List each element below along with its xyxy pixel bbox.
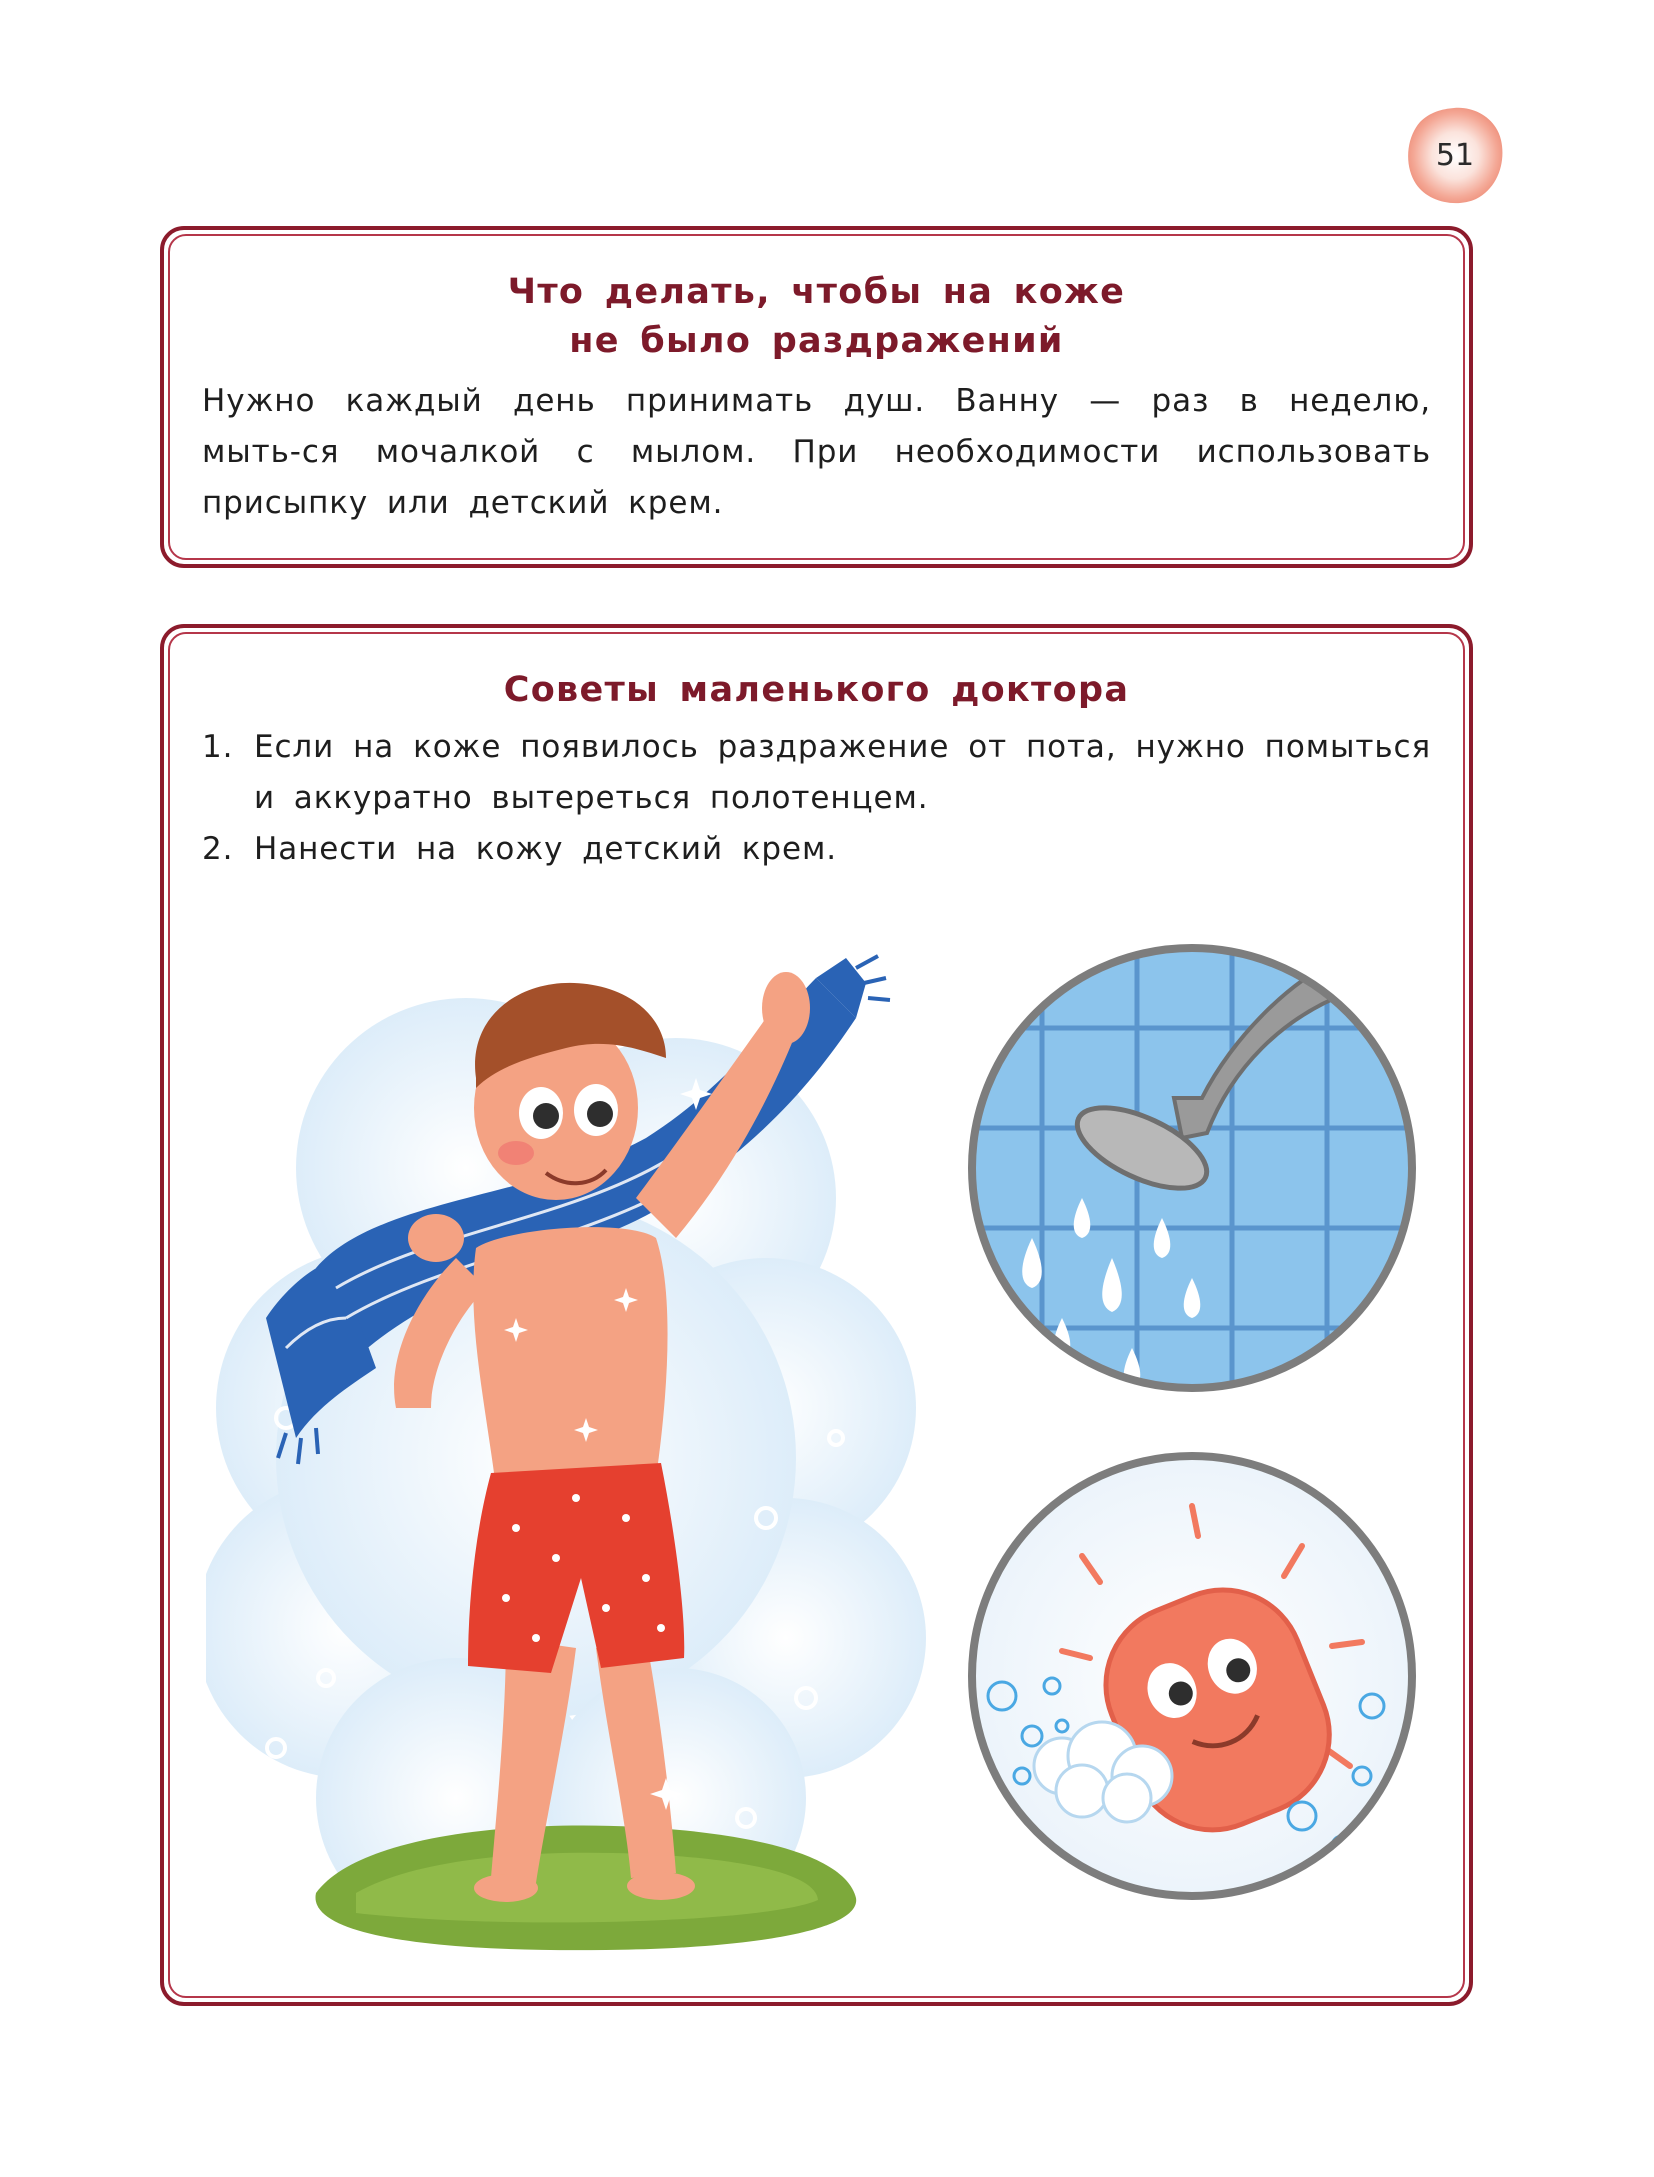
irritation-title-line1: Что делать, чтобы на коже: [507, 272, 1126, 312]
tips-list: [202, 722, 1431, 875]
irritation-info-box: [160, 226, 1473, 568]
tip-number: 2.: [202, 831, 234, 867]
tip-item: [202, 722, 1431, 824]
irritation-title: [164, 268, 1469, 366]
page-number-badge: [1404, 104, 1506, 206]
page-number: 51: [1435, 137, 1475, 173]
irritation-text: Нужно каждый день принимать душ. Ванну — раз в неделю, мыть-ся мочалкой с мылом. При необходимости использовать присыпку или детский крем.: [202, 383, 1431, 521]
tips-title: Советы маленького доктора: [503, 670, 1130, 710]
irritation-title-line2: не было раздражений: [569, 321, 1064, 361]
doctor-tips-box: [160, 624, 1473, 2006]
tip-item: [202, 824, 1431, 875]
boy-drying-with-towel-illustration: [206, 938, 1026, 1978]
tip-text: Если на коже появилось раздражение от пота, нужно помыться и аккуратно вытереться полотенцем.: [254, 729, 1431, 816]
tip-number: 1.: [202, 729, 234, 765]
shower-head-illustration: [962, 938, 1422, 1398]
soap-illustration: [962, 1446, 1422, 1906]
tip-text: Нанести на кожу детский крем.: [254, 831, 837, 867]
